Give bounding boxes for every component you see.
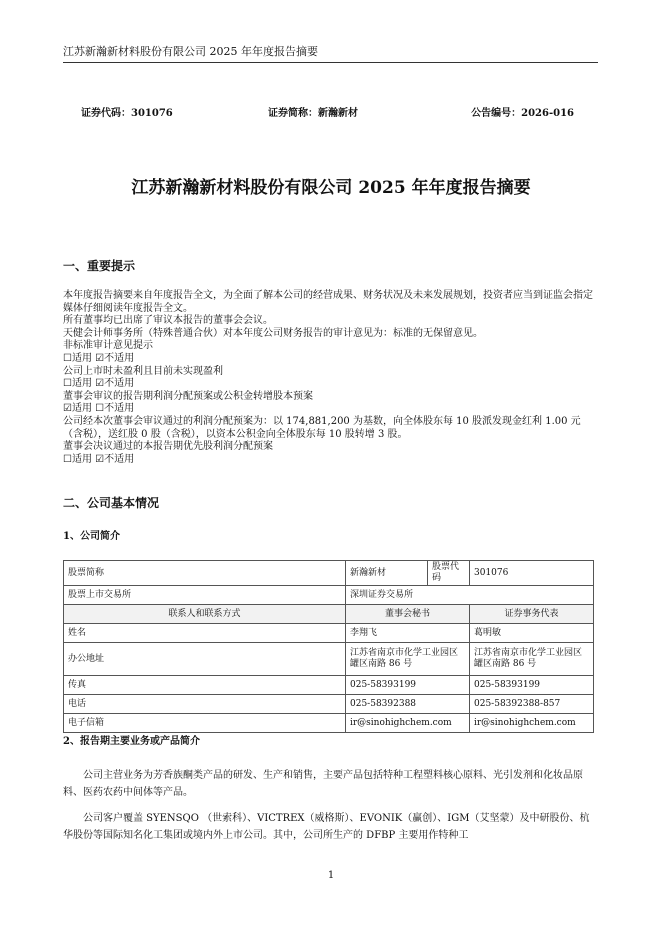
table-row — [64, 561, 594, 586]
notice-line: 本年度报告摘要来自年度报告全文，为全面了解本公司的经营成果、财务状况及未来发展规划，投资者应当到证监会指定媒体仔细阅读年度报告全文。 — [63, 290, 593, 314]
table-cell: 025-58393199 — [470, 676, 594, 695]
table-cell: 传真 — [64, 676, 346, 695]
notice-line: 董事会决议通过的本报告期优先股利润分配预案 — [63, 441, 273, 453]
stock-code: 证券代码：301076 — [81, 108, 173, 119]
table-header-row — [64, 605, 594, 624]
table-cell: 301076 — [470, 561, 594, 586]
table-cell: ir@sinohighchem.com — [470, 714, 594, 733]
section-heading-important-notes: 一、重要提示 — [63, 259, 136, 273]
applicability-checkbox-line: ☐适用 ☑不适用 — [63, 453, 135, 465]
applicability-checkbox-line: ☑适用 ☐不适用 — [63, 403, 135, 415]
announcement-number: 公告编号：2026-016 — [471, 108, 574, 119]
table-row — [64, 714, 594, 733]
applicability-checkbox-line: ☐适用 ☑不适用 — [63, 352, 135, 364]
subheading-company-profile: 1、公司简介 — [63, 531, 120, 542]
table-cell: 江苏省南京市化学工业园区罐区南路 86 号 — [346, 643, 470, 676]
table-cell: 025-58392388-857 — [470, 695, 594, 714]
table-cell: 025-58393199 — [346, 676, 470, 695]
customers-paragraph: 公司客户覆盖 SYENSQO （世索科）、VICTREX（威格斯）、EVONIK（赢创）、IGM（艾坚蒙）及中研股份、杭华股份等国际知名化工集团或境内外上市公司。其中，公司所生产的 DFBP 主要用作特种工 — [63, 813, 590, 841]
table-header-cell: 董事会秘书 — [346, 605, 470, 624]
table-row — [64, 676, 594, 695]
important-notes-body — [63, 290, 593, 466]
table-cell: 姓名 — [64, 624, 346, 643]
notice-line: 公司上市时未盈利且目前未实现盈利 — [63, 365, 223, 377]
notice-line: 所有董事均已出席了审议本报告的董事会会议。 — [63, 315, 273, 327]
table-header-cell: 证券事务代表 — [470, 605, 594, 624]
main-business-paragraph: 公司主营业务为芳香族酮类产品的研发、生产和销售，主要产品包括特种工程塑料核心原料、光引发剂和化妆品原料、医药农药中间体等产品。 — [63, 770, 583, 798]
table-row — [64, 695, 594, 714]
applicability-checkbox-line: ☐适用 ☑不适用 — [63, 378, 135, 390]
table-cell: 电话 — [64, 695, 346, 714]
table-row — [64, 643, 594, 676]
table-header-cell: 联系人和联系方式 — [64, 605, 346, 624]
table-cell: 葛明敏 — [470, 624, 594, 643]
company-profile-table — [63, 560, 594, 733]
table-cell: 新瀚新材 — [346, 561, 428, 586]
notice-line: 公司经本次董事会审议通过的利润分配预案为：以 174,881,200 为基数，向全体股东每 10 股派发现金红利 1.00 元（含税），送红股 0 股（含税），以资本公积金向全体股东每 10 股转增 3 股。 — [63, 415, 581, 440]
table-row — [64, 624, 594, 643]
table-cell: 李翔飞 — [346, 624, 470, 643]
table-cell: 股票代码 — [428, 561, 470, 586]
notice-line: 天健会计师事务所（特殊普通合伙）对本年度公司财务报告的审计意见为：标准的无保留意见。 — [63, 327, 483, 339]
table-cell: 股票简称 — [64, 561, 346, 586]
table-cell: 深圳证券交易所 — [346, 586, 594, 605]
table-row — [64, 586, 594, 605]
section-heading-company-info: 二、公司基本情况 — [63, 496, 160, 510]
table-cell: 股票上市交易所 — [64, 586, 346, 605]
document-title: 江苏新瀚新材料股份有限公司 2025 年年度报告摘要 — [131, 178, 531, 198]
table-cell: 江苏省南京市化学工业园区罐区南路 86 号 — [470, 643, 594, 676]
running-header: 江苏新瀚新材料股份有限公司 2025 年年度报告摘要 — [63, 45, 598, 63]
table-cell: 025-58392388 — [346, 695, 470, 714]
notice-line: 非标准审计意见提示 — [63, 340, 153, 352]
table-cell: ir@sinohighchem.com — [346, 714, 470, 733]
subheading-main-business: 2、报告期主要业务或产品简介 — [63, 736, 200, 747]
table-cell: 电子信箱 — [64, 714, 346, 733]
notice-line: 董事会审议的报告期利润分配预案或公积金转增股本预案 — [63, 390, 313, 402]
table-cell: 办公地址 — [64, 643, 346, 676]
stock-abbreviation: 证券简称：新瀚新材 — [268, 108, 358, 119]
page-number: 1 — [327, 870, 335, 881]
